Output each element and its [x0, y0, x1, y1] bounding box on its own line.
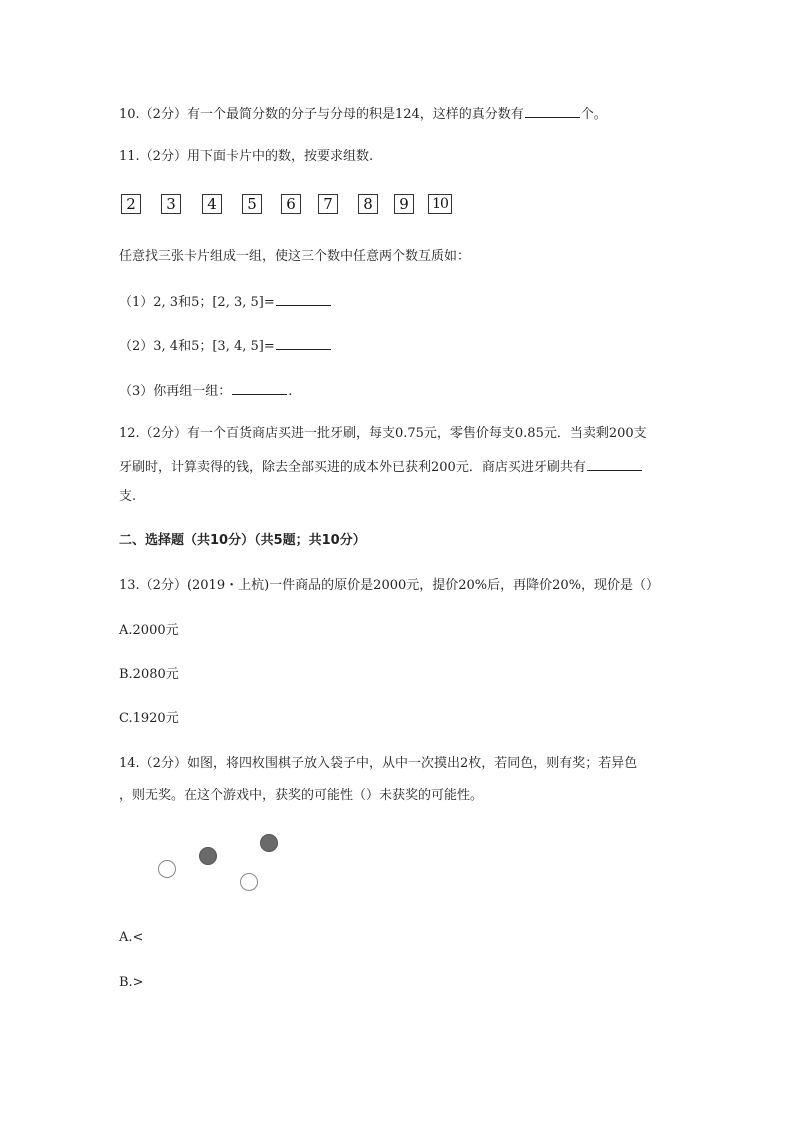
- question-14-line1: 14.（2分）如图，将四枚围棋子放入袋子中，从中一次摸出2枚，若同色，则有奖；若异色: [119, 756, 638, 771]
- number-card: 7: [318, 194, 338, 214]
- white-piece-icon: [158, 860, 176, 878]
- number-card: 9: [394, 194, 414, 214]
- question-11-sub2: [119, 337, 332, 355]
- section-2-heading: 二、选择题（共10分）（共5题；共10分）: [119, 533, 366, 548]
- question-12-line2: [119, 458, 643, 476]
- number-card: 6: [281, 194, 301, 214]
- sub3-suffix: .: [288, 384, 293, 399]
- answer-blank-12[interactable]: [587, 458, 642, 471]
- answer-blank-11-2[interactable]: [276, 337, 331, 350]
- answer-blank-10[interactable]: [525, 105, 580, 118]
- number-card: 4: [202, 194, 222, 214]
- number-card: 10: [428, 194, 452, 214]
- number-card: 3: [161, 194, 181, 214]
- question-10-text: 10.（2分）有一个最简分数的分子与分母的积是124，这样的真分数有: [119, 107, 524, 122]
- option-b[interactable]: B.2080元: [119, 667, 179, 682]
- black-piece-icon: [199, 847, 217, 865]
- question-11-stem: 11.（2分）用下面卡片中的数，按要求组数.: [119, 149, 374, 164]
- number-card: 2: [121, 194, 141, 214]
- option-a[interactable]: A.<: [119, 930, 144, 945]
- number-card: 8: [358, 194, 378, 214]
- go-pieces-figure: [150, 830, 290, 900]
- question-12-line3: 支.: [119, 489, 137, 504]
- question-11-sub1: [119, 293, 332, 311]
- question-10: [119, 105, 607, 123]
- sub2-text: （2）3, 4和5；[3, 4, 5]=: [119, 339, 275, 354]
- q12-line2-text: 牙刷时，计算卖得的钱，除去全部买进的成本外已获利200元．商店买进牙刷共有: [119, 460, 586, 475]
- option-a[interactable]: A.2000元: [119, 623, 179, 638]
- question-10-suffix: 个。: [580, 107, 607, 122]
- question-13-stem: 13.（2分）(2019・上杭)一件商品的原价是2000元，提价20%后，再降价20%，现价是（）: [119, 578, 660, 593]
- question-14-line2: ，则无奖。在这个游戏中，获奖的可能性（）未获奖的可能性。: [119, 788, 484, 803]
- question-11-instruction: 任意找三张卡片组成一组，使这三个数中任意两个数互质如：: [119, 249, 471, 264]
- question-12-line1: 12.（2分）有一个百货商店买进一批牙刷，每支0.75元，零售价每支0.85元．当卖剩200支: [119, 426, 647, 441]
- white-piece-icon: [240, 873, 258, 891]
- black-piece-icon: [260, 834, 278, 852]
- answer-blank-11-3[interactable]: [232, 382, 287, 395]
- sub3-text: （3）你再组一组：: [119, 384, 232, 399]
- question-11-sub3: [119, 382, 292, 400]
- option-c[interactable]: C.1920元: [119, 711, 179, 726]
- option-b[interactable]: B.>: [119, 975, 144, 990]
- number-card: 5: [242, 194, 262, 214]
- sub1-text: （1）2, 3和5；[2, 3, 5]=: [119, 295, 275, 310]
- answer-blank-11-1[interactable]: [276, 293, 331, 306]
